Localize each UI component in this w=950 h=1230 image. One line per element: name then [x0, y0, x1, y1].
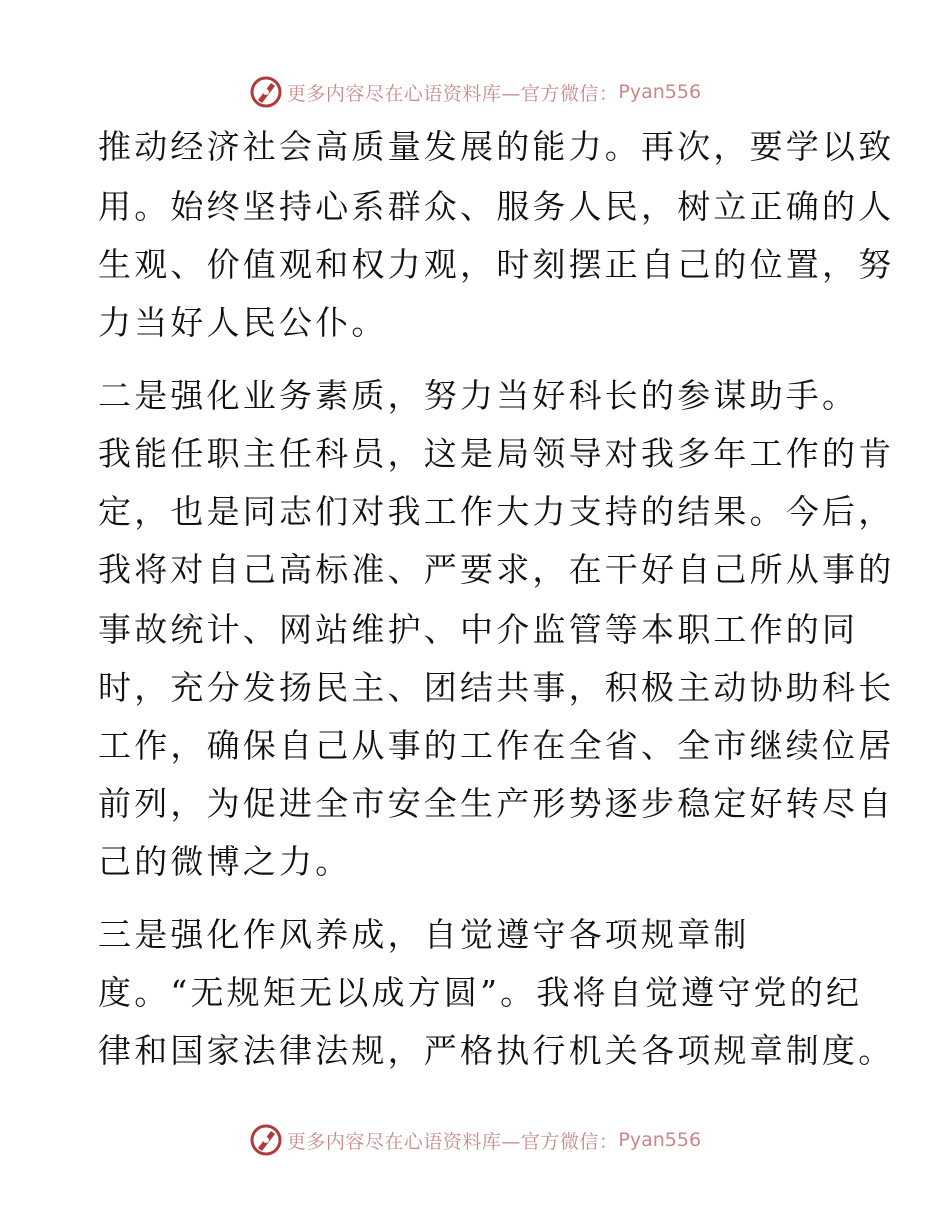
text-line: 三是强化作风养成，自觉遵守各项规章制: [98, 915, 750, 954]
text-line: 推动经济社会高质量发展的能力。再次，要学以致: [98, 127, 895, 166]
text-line: 定，也是同志们对我工作大力支持的结果。今后，: [98, 492, 895, 531]
text-line: 我将对自己高标准、严要求，在干好自己所从事的: [98, 550, 895, 589]
banner-wechat-id: Pyan556: [618, 81, 702, 103]
text-line: 力当好人民公仆。: [98, 303, 388, 342]
text-line: 用。始终坚持心系群众、服务人民，树立正确的人: [98, 187, 895, 226]
text-line: 时，充分发扬民主、团结共事，积极主动协助科长: [98, 668, 895, 707]
text-line: 己的微博之力。: [98, 842, 352, 881]
pen-logo-icon: [249, 75, 283, 109]
banner-wechat-id: Pyan556: [618, 1129, 702, 1151]
text-line: 我能任职主任科员，这是局领导对我多年工作的肯: [98, 434, 895, 473]
text-line: 前列，为促进全市安全生产形势逐步稳定好转尽自: [98, 784, 895, 823]
text-line: 事故统计、网站维护、中介监管等本职工作的同: [98, 610, 859, 649]
text-line: 律和国家法律法规，严格执行机关各项规章制度。: [98, 1031, 895, 1070]
text-line: 工作，确保自己从事的工作在全省、全市继续位居: [98, 726, 895, 765]
banner-text: 更多内容尽在心语资料库—官方微信：: [286, 1130, 619, 1153]
text-line: 二是强化业务素质，努力当好科长的参谋助手。: [98, 376, 859, 415]
text-line: 度。“无规矩无以成方圆”。我将自觉遵守党的纪: [98, 973, 863, 1012]
header-banner: [0, 72, 950, 112]
footer-banner: [0, 1120, 950, 1160]
text-line: 生观、价值观和权力观，时刻摆正自己的位置，努: [98, 245, 895, 284]
pen-logo-icon: [249, 1123, 283, 1157]
banner-text: 更多内容尽在心语资料库—官方微信：: [286, 82, 619, 105]
